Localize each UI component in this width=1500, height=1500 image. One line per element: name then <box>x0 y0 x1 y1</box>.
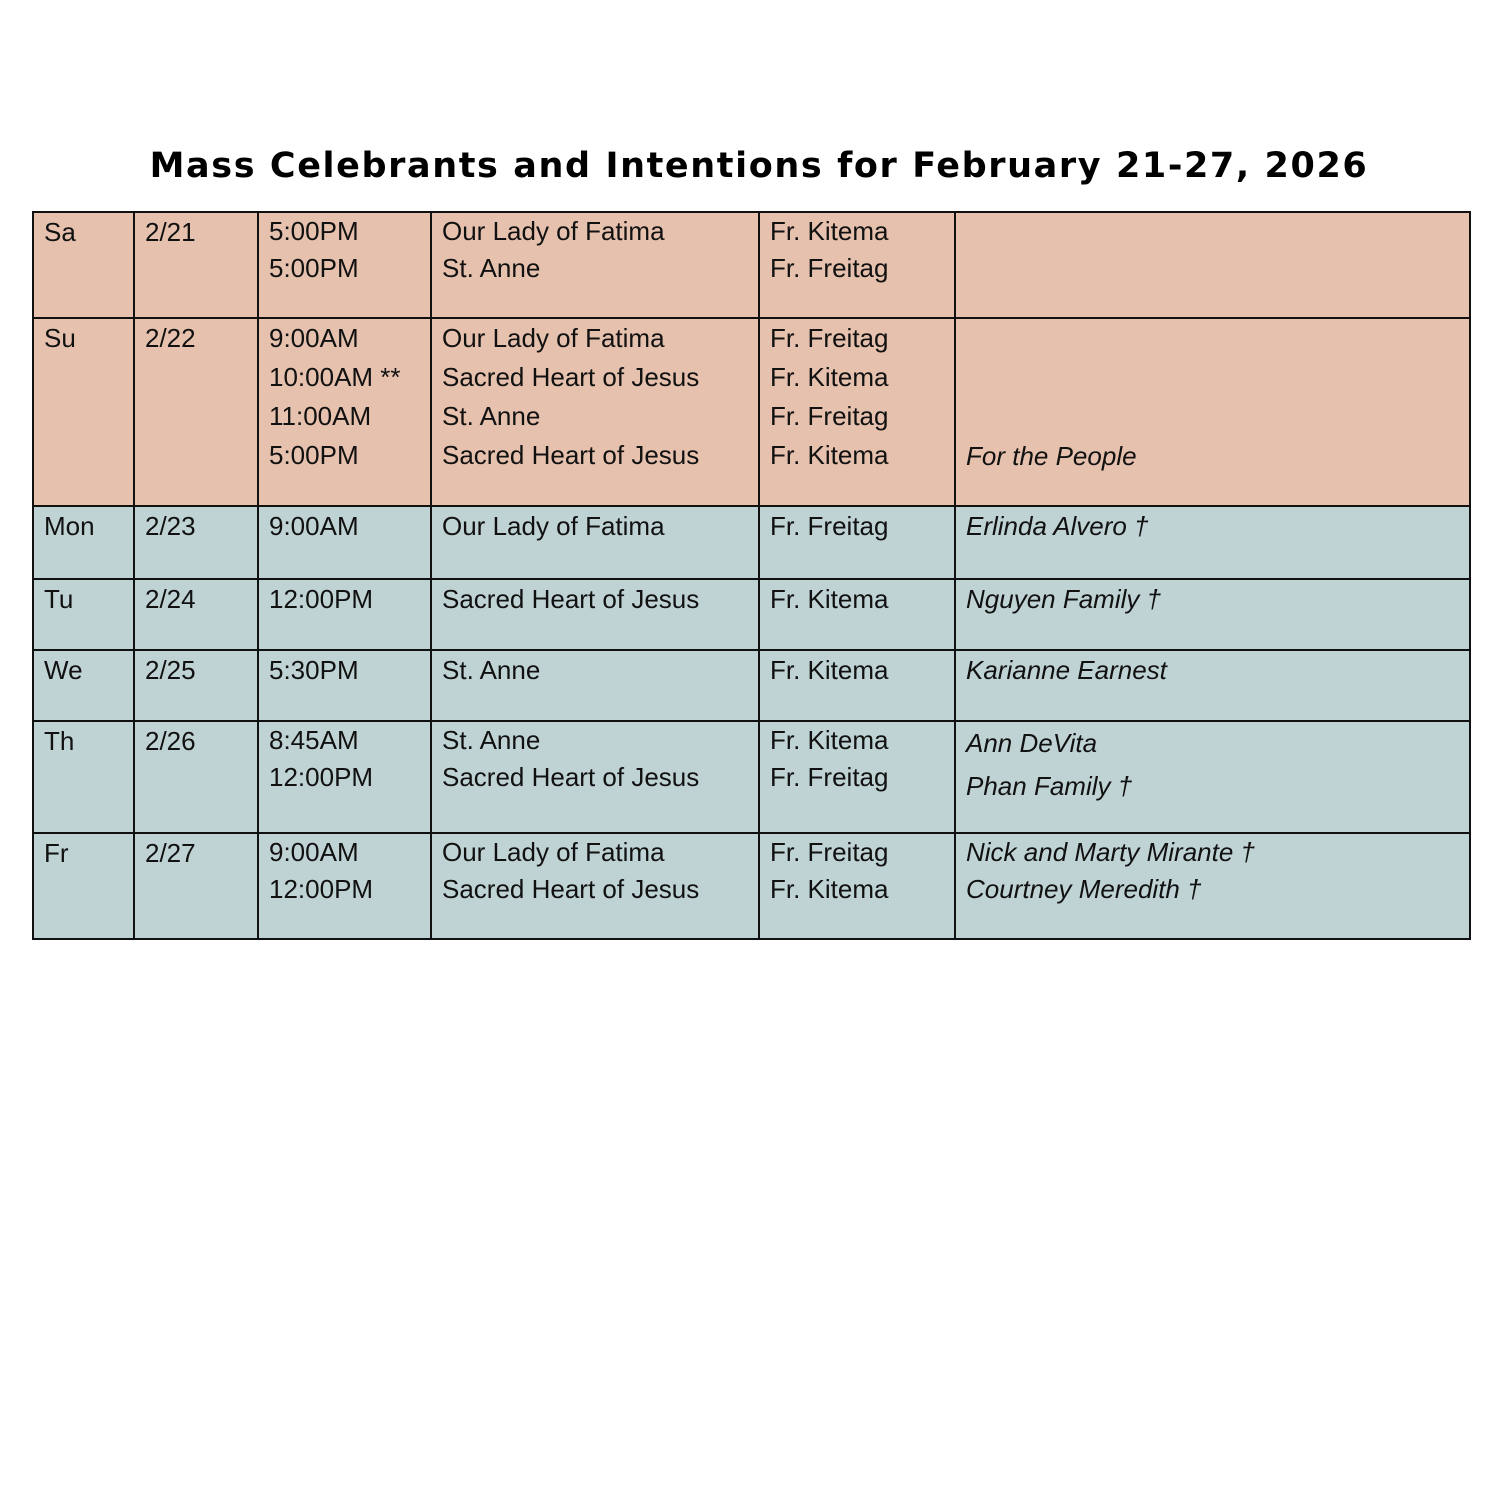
table-row <box>33 721 1470 833</box>
church-entry: Our Lady of Fatima <box>442 216 665 246</box>
celebrant-entry: Fr. Freitag <box>770 253 889 283</box>
intention-entry: Nick and Marty Mirante † <box>966 837 1255 867</box>
time-entry: 9:00AM <box>269 511 359 541</box>
time-entry: 12:00PM <box>269 762 374 792</box>
intention-cell <box>955 579 1470 650</box>
time-entry: 10:00AM ** <box>269 362 401 392</box>
celebrant-entry: Fr. Kitema <box>770 874 889 904</box>
intention-entry: Courtney Meredith † <box>966 874 1202 904</box>
intention-entry: Erlinda Alvero † <box>966 511 1149 541</box>
date-cell: 2/26 <box>134 721 258 833</box>
intention-cell <box>955 212 1470 318</box>
church-entry: Sacred Heart of Jesus <box>442 362 700 392</box>
table-row <box>33 833 1470 939</box>
celebrant-entry: Fr. Kitema <box>770 584 889 614</box>
church-entry: St. Anne <box>442 655 541 685</box>
day-cell: Tu <box>33 579 134 650</box>
date-cell: 2/25 <box>134 650 258 721</box>
time-entry: 11:00AM <box>269 401 372 431</box>
date-cell: 2/27 <box>134 833 258 939</box>
time-entry: 5:00PM <box>269 216 359 246</box>
intention-cell <box>955 318 1470 506</box>
celebrant-entry: Fr. Freitag <box>770 511 889 541</box>
celebrant-entry: Fr. Freitag <box>770 323 889 353</box>
church-entry: Our Lady of Fatima <box>442 511 665 541</box>
church-cell <box>431 506 759 579</box>
celebrant-cell <box>759 318 955 506</box>
intention-cell <box>955 650 1470 721</box>
celebrant-cell <box>759 833 955 939</box>
table-row <box>33 212 1470 318</box>
church-entry: Sacred Heart of Jesus <box>442 874 700 904</box>
time-cell <box>258 212 431 318</box>
page-title: Mass Celebrants and Intentions for February 21-27, 2026 <box>149 146 1369 186</box>
intention-entry: For the People <box>966 441 1137 471</box>
day-cell: Su <box>33 318 134 506</box>
time-cell <box>258 579 431 650</box>
mass-schedule-table <box>32 211 1471 940</box>
intention-entry: Ann DeVita <box>966 728 1098 758</box>
time-entry: 5:00PM <box>269 253 359 283</box>
date-cell: 2/23 <box>134 506 258 579</box>
celebrant-entry: Fr. Freitag <box>770 762 889 792</box>
time-entry: 12:00PM <box>269 874 374 904</box>
date-cell: 2/21 <box>134 212 258 318</box>
church-entry: Sacred Heart of Jesus <box>442 440 700 470</box>
table-row <box>33 579 1470 650</box>
day-cell: Fr <box>33 833 134 939</box>
time-cell <box>258 650 431 721</box>
time-cell <box>258 833 431 939</box>
celebrant-entry: Fr. Kitema <box>770 362 889 392</box>
celebrant-cell <box>759 212 955 318</box>
time-cell <box>258 721 431 833</box>
date-cell: 2/22 <box>134 318 258 506</box>
time-entry: 5:00PM <box>269 440 359 470</box>
celebrant-cell <box>759 506 955 579</box>
church-cell <box>431 833 759 939</box>
church-cell <box>431 650 759 721</box>
celebrant-entry: Fr. Freitag <box>770 401 889 431</box>
date-cell: 2/24 <box>134 579 258 650</box>
intention-cell <box>955 506 1470 579</box>
day-cell: Mon <box>33 506 134 579</box>
intention-entry: Nguyen Family † <box>966 584 1162 614</box>
church-entry: Our Lady of Fatima <box>442 837 665 867</box>
day-cell: Th <box>33 721 134 833</box>
church-cell <box>431 721 759 833</box>
church-cell <box>431 318 759 506</box>
celebrant-cell <box>759 579 955 650</box>
time-entry: 8:45AM <box>269 725 359 755</box>
celebrant-cell <box>759 721 955 833</box>
table-row <box>33 506 1470 579</box>
time-entry: 12:00PM <box>269 584 374 614</box>
celebrant-entry: Fr. Kitema <box>770 655 889 685</box>
intention-cell <box>955 721 1470 833</box>
day-cell: We <box>33 650 134 721</box>
intention-cell <box>955 833 1470 939</box>
celebrant-entry: Fr. Freitag <box>770 837 889 867</box>
time-cell <box>258 506 431 579</box>
celebrant-entry: Fr. Kitema <box>770 216 889 246</box>
church-entry: Sacred Heart of Jesus <box>442 584 700 614</box>
church-entry: St. Anne <box>442 401 541 431</box>
time-cell <box>258 318 431 506</box>
day-cell: Sa <box>33 212 134 318</box>
church-entry: St. Anne <box>442 725 541 755</box>
church-entry: Our Lady of Fatima <box>442 323 665 353</box>
church-entry: St. Anne <box>442 253 541 283</box>
table-row <box>33 318 1470 506</box>
table-row <box>33 650 1470 721</box>
church-cell <box>431 212 759 318</box>
intention-entry: Phan Family † <box>966 771 1133 801</box>
time-entry: 9:00AM <box>269 323 359 353</box>
church-cell <box>431 579 759 650</box>
celebrant-entry: Fr. Kitema <box>770 440 889 470</box>
church-entry: Sacred Heart of Jesus <box>442 762 700 792</box>
intention-entry: Karianne Earnest <box>966 655 1167 685</box>
celebrant-cell <box>759 650 955 721</box>
time-entry: 9:00AM <box>269 837 359 867</box>
celebrant-entry: Fr. Kitema <box>770 725 889 755</box>
time-entry: 5:30PM <box>269 655 359 685</box>
